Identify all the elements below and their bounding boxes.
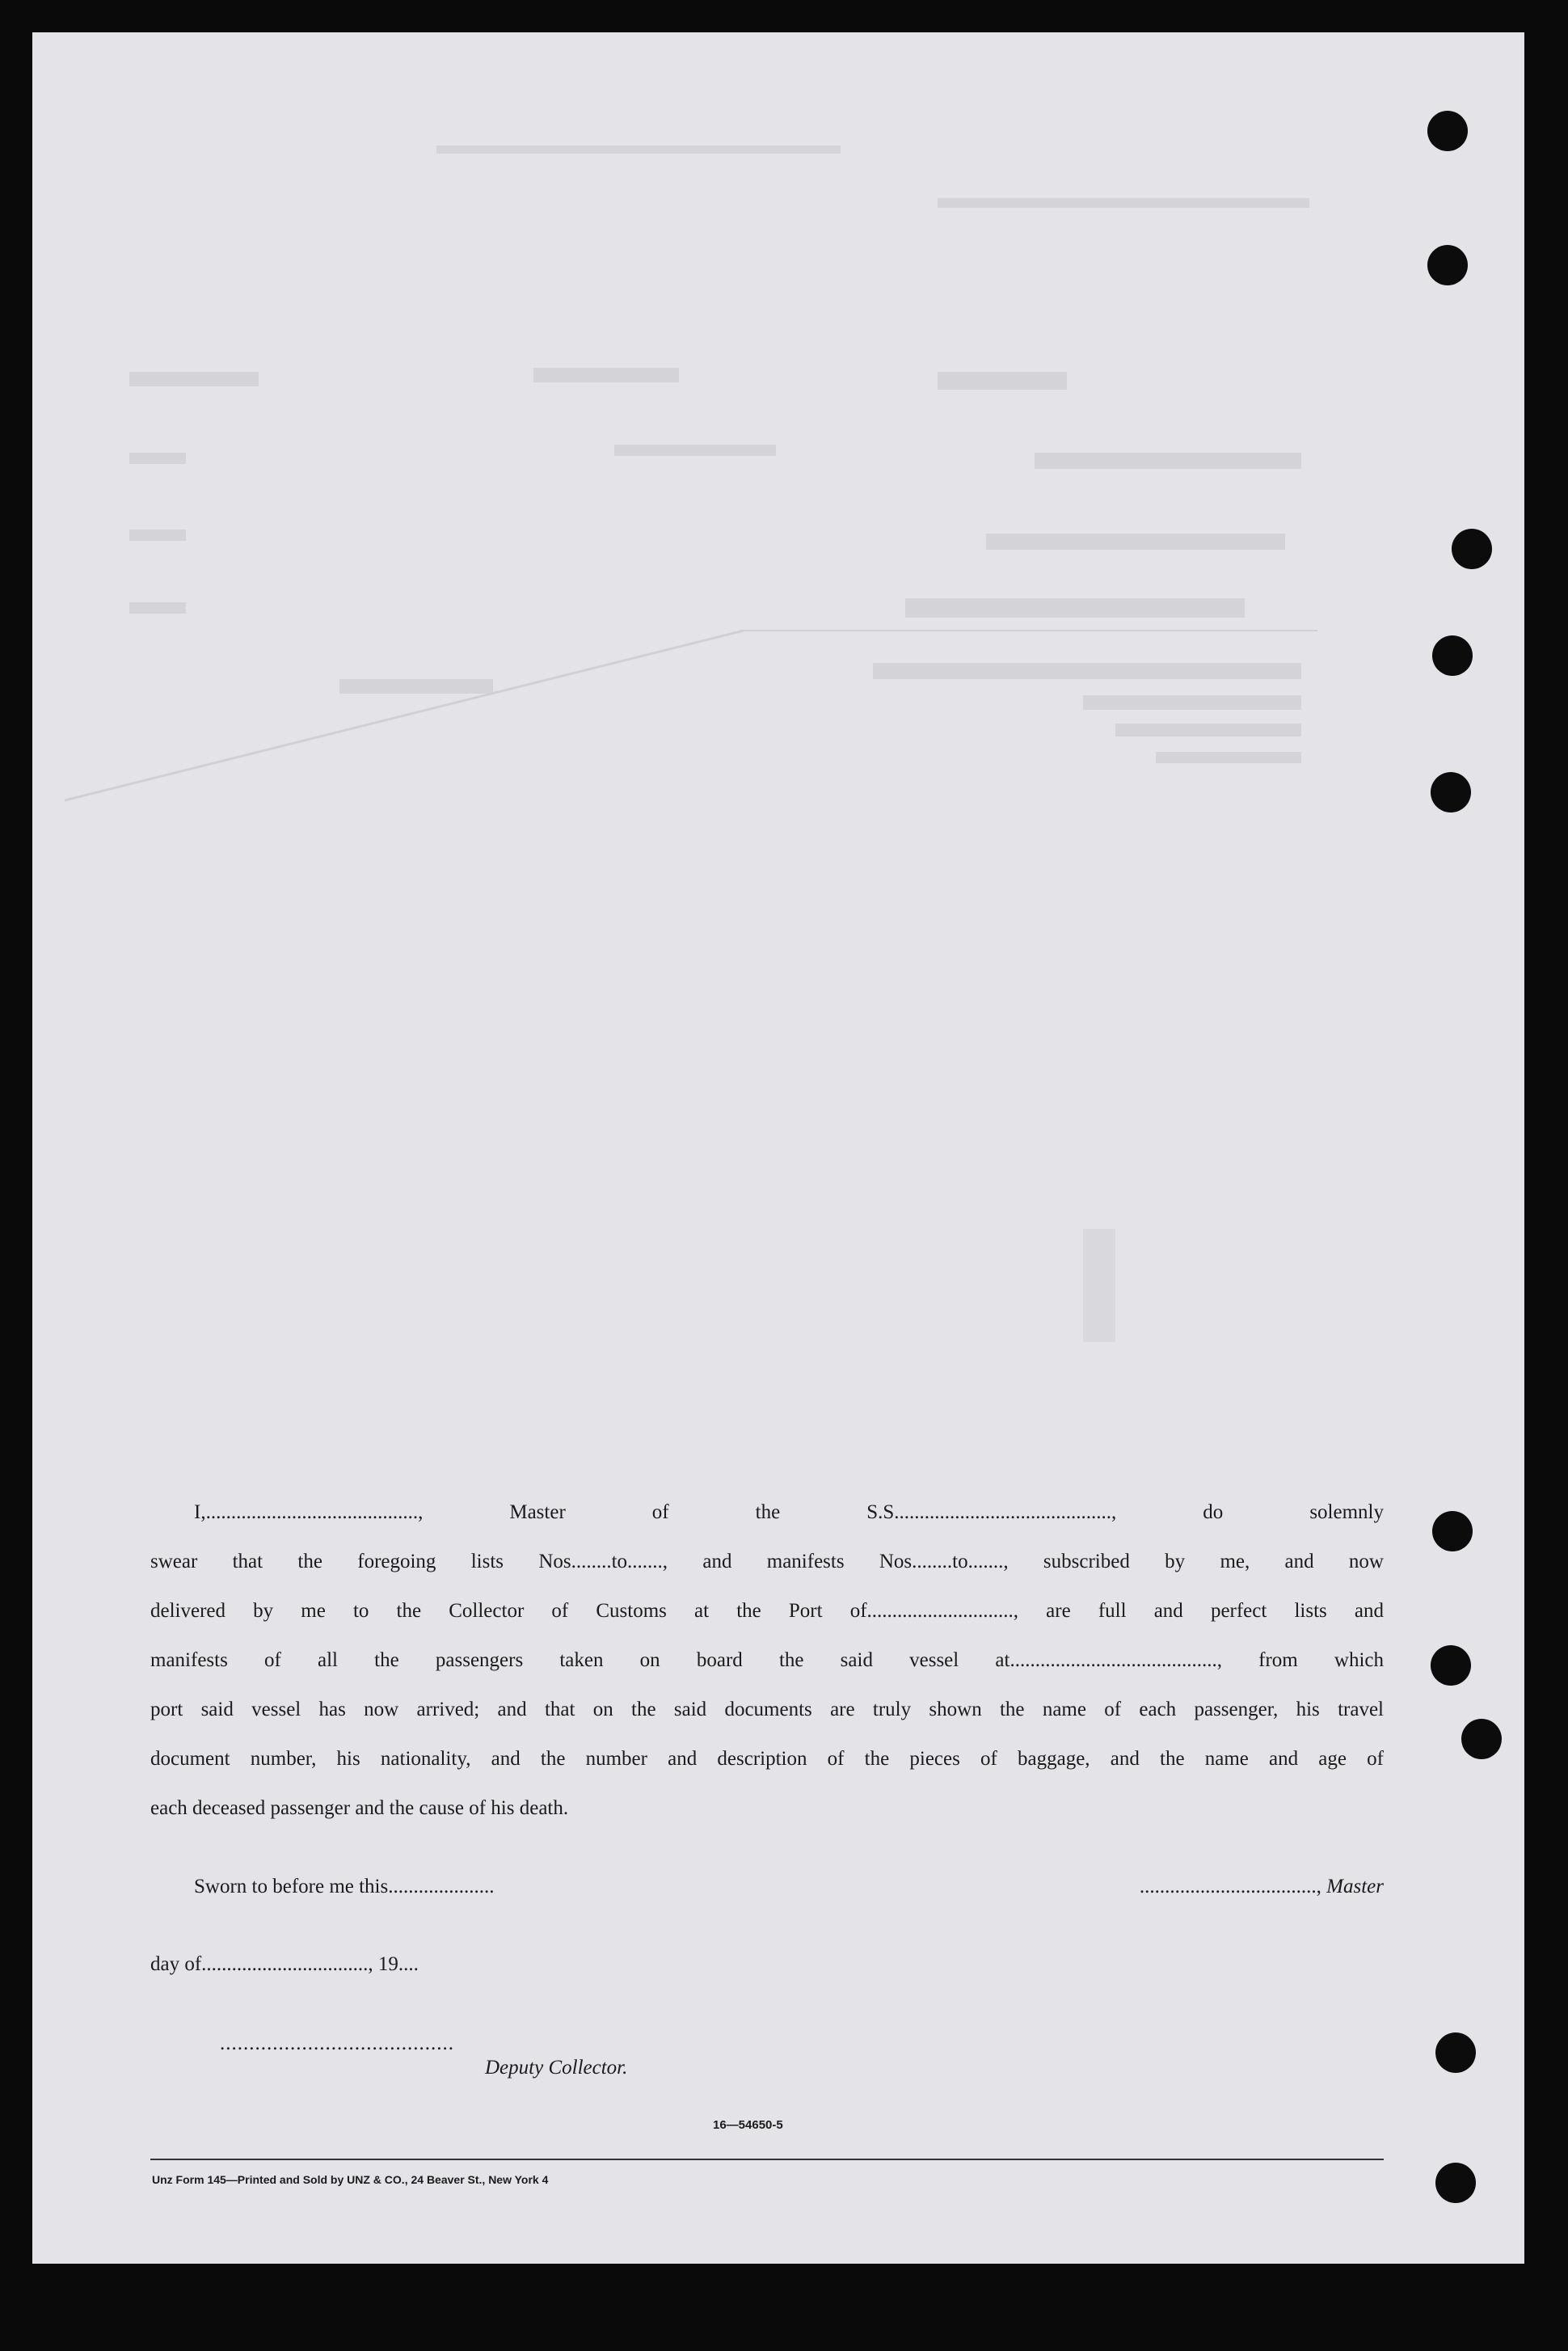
day-of-row — [150, 1953, 1384, 1976]
punch-hole — [1427, 111, 1468, 151]
oath-line-1: I,.........................................., Master of the S.S..........................................., do solemnly — [194, 1501, 1384, 1523]
punch-hole — [1452, 529, 1492, 569]
printer-imprint: Unz Form 145—Printed and Sold by UNZ & CO., 24 Beaver St., New York 4 — [152, 2173, 549, 2186]
master-label: Master — [1326, 1876, 1384, 1897]
punch-hole — [1431, 772, 1471, 813]
deputy-collector-label: Deputy Collector. — [485, 2057, 628, 2079]
punch-hole — [1431, 1645, 1471, 1686]
oath-line-7: each deceased passenger and the cause of his death. — [150, 1797, 569, 1819]
footer-rule — [150, 2159, 1384, 2160]
oath-line-4: manifests of all the passengers taken on board the said vessel at........................................., from which — [150, 1649, 1384, 1671]
form-number: 16—54650-5 — [713, 2118, 783, 2132]
oath-line-5: port said vessel has now arrived; and that on the said documents are truly shown the name of each passenger, his travel — [150, 1699, 1384, 1720]
punch-hole — [1427, 245, 1468, 285]
oath-line-2: swear that the foregoing lists Nos........to......., and manifests Nos........to......., subscribed by me, and now — [150, 1551, 1384, 1572]
master-dots: ..................................., — [1139, 1876, 1321, 1897]
punch-hole — [1461, 1719, 1502, 1759]
punch-hole — [1435, 2032, 1476, 2073]
bleed-through-text — [32, 32, 1524, 2264]
punch-hole — [1432, 1511, 1473, 1551]
oath-line-6: document number, his nationality, and the number and description of the pieces of baggage, and the name and age of — [150, 1748, 1384, 1770]
master-signature-line — [1140, 1876, 1384, 1898]
oath-paragraph — [150, 1488, 1384, 1833]
oath-line-3: delivered by me to the Collector of Customs at the Port of............................., are full and perfect lists and — [150, 1600, 1384, 1622]
deputy-signature-line: ........................................ — [220, 2032, 454, 2054]
sworn-label: Sworn to before me this..................... — [194, 1876, 495, 1897]
day-of-label: day of................................., 19.... — [150, 1953, 419, 1975]
punch-hole — [1435, 2163, 1476, 2203]
punch-hole — [1432, 635, 1473, 676]
form-page — [32, 32, 1524, 2264]
